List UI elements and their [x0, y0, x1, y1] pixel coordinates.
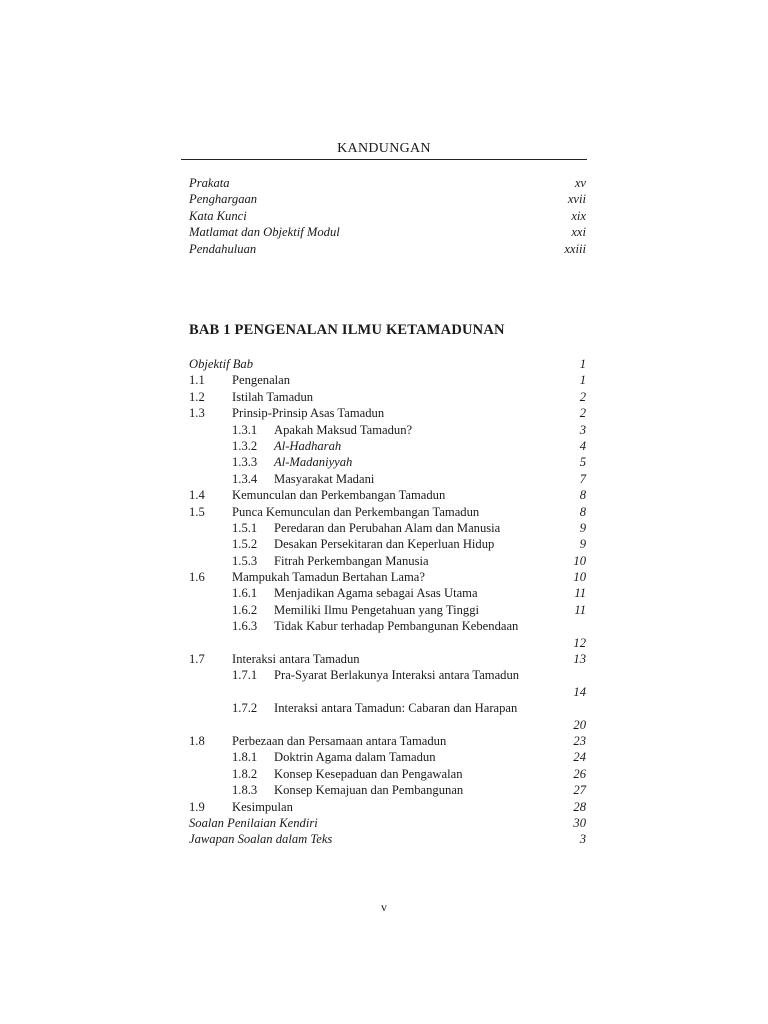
toc-entry-page: 9 [579, 537, 586, 552]
toc-entry-number: 1.3 [189, 406, 205, 421]
toc-entry-title: Peredaran dan Perubahan Alam dan Manusia [274, 520, 501, 535]
toc-entry [189, 733, 586, 749]
toc-entry-title: Penghargaan [189, 192, 258, 207]
toc-entry [189, 191, 586, 207]
toc-entry [189, 585, 586, 601]
toc-entry-title: Konsep Kemajuan dan Pembangunan [274, 783, 464, 798]
toc-entry [189, 618, 586, 651]
toc-entry-number: 1.5.1 [232, 520, 258, 535]
toc-entry-page: 26 [573, 766, 586, 781]
toc-entry [189, 389, 586, 405]
toc-entry-title: Istilah Tamadun [232, 389, 314, 404]
toc-entry [189, 520, 586, 536]
toc-entry [189, 241, 586, 257]
toc-entry-number: 1.3.2 [232, 438, 258, 453]
toc-entry-page: xxi [571, 225, 586, 240]
toc-entry-title: Al-Hadharah [274, 438, 342, 453]
toc-entry-title: Masyarakat Madani [274, 471, 375, 486]
toc-entry-page: 30 [573, 815, 586, 830]
toc-entry [189, 405, 586, 421]
page-number: v [381, 900, 387, 914]
toc-entry-title: Pengenalan [232, 373, 291, 388]
toc-entry-title: Apakah Maksud Tamadun? [274, 422, 413, 437]
toc-entry-page: 1 [579, 373, 586, 388]
toc-entry-page: 9 [579, 520, 586, 535]
toc-entry-page: 20 [573, 717, 586, 732]
toc-entry-page: 4 [579, 438, 586, 453]
toc-entry-page: 12 [573, 635, 586, 650]
chapter-title: BAB 1 PENGENALAN ILMU KETAMADUNAN [189, 322, 505, 338]
toc-entry [189, 504, 586, 520]
toc-entry-number: 1.6 [189, 570, 205, 585]
toc-entry-title: Memiliki Ilmu Pengetahuan yang Tinggi [274, 602, 479, 617]
toc-entry-title: Matlamat dan Objektif Modul [189, 225, 340, 240]
toc-entry-page: 3 [579, 422, 586, 437]
toc-entry [189, 471, 586, 487]
toc-entry-title: Kata Kunci [189, 208, 247, 223]
toc-entry [189, 766, 586, 782]
toc-entry-title: Interaksi antara Tamadun [232, 652, 360, 667]
toc-entry-number: 1.3.4 [232, 471, 258, 486]
toc-entry-number: 1.8 [189, 734, 205, 749]
toc-entry-page: 8 [579, 488, 586, 503]
toc-entry-number: 1.3.3 [232, 455, 258, 470]
toc-entry-title: Menjadikan Agama sebagai Asas Utama [274, 586, 478, 601]
toc-entry-title: Interaksi antara Tamadun: Cabaran dan Harapan [274, 701, 518, 716]
toc-entry-number: 1.5 [189, 504, 205, 519]
toc-entry-title: Kesimpulan [232, 799, 293, 814]
toc-entry-page: 2 [579, 389, 586, 404]
toc-entry-page: xxiii [564, 241, 586, 256]
toc-entry-page: 8 [579, 504, 586, 519]
toc-entry-title: Jawapan Soalan dalam Teks [189, 832, 333, 847]
toc-entry [189, 224, 586, 240]
toc-entry [189, 372, 586, 388]
toc-entry-title: Punca Kemunculan dan Perkembangan Tamadun [232, 504, 480, 519]
toc-entry-title: Fitrah Perkembangan Manusia [274, 553, 429, 568]
toc-entry-number: 1.7.1 [232, 668, 258, 683]
toc-entry-number: 1.4 [189, 488, 205, 503]
toc-entry [189, 175, 586, 191]
toc-entry [189, 831, 586, 847]
toc-entry-number: 1.2 [189, 389, 205, 404]
toc-entry [189, 438, 586, 454]
toc-entry-title: Pendahuluan [189, 241, 257, 256]
toc-entry-number: 1.9 [189, 799, 205, 814]
toc-entry-page: xix [571, 208, 586, 223]
toc-entry-title: Tidak Kabur terhadap Pembangunan Kebendaan [274, 619, 519, 634]
toc-entry [189, 422, 586, 438]
toc-entry-page: 10 [573, 553, 586, 568]
toc-entry [189, 487, 586, 503]
toc-entry-number: 1.8.2 [232, 766, 258, 781]
toc-entry-number: 1.6.3 [232, 619, 258, 634]
toc-entry-page: 11 [574, 602, 586, 617]
toc-entry-page: 24 [573, 750, 586, 765]
toc-entry-page: 11 [574, 586, 586, 601]
toc-entry-number: 1.8.1 [232, 750, 258, 765]
toc-entry-page: 7 [579, 471, 586, 486]
toc-entry-number: 1.7 [189, 652, 205, 667]
toc-entry [189, 536, 586, 552]
toc-entry-title: Desakan Persekitaran dan Keperluan Hidup [274, 537, 495, 552]
title-divider [181, 159, 587, 160]
toc-entry-page: xvii [567, 192, 586, 207]
toc-entry-page: 23 [573, 734, 586, 749]
toc-entry-page: 27 [573, 783, 586, 798]
toc-entry [189, 651, 586, 667]
toc-entry-page: xv [574, 175, 586, 190]
toc-entry [189, 749, 586, 765]
toc-entry-number: 1.5.2 [232, 537, 258, 552]
toc-entry [189, 815, 586, 831]
toc-entry-title: Pra-Syarat Berlakunya Interaksi antara Tamadun [274, 668, 520, 683]
toc-entry-number: 1.7.2 [232, 701, 258, 716]
toc-entry-title: Konsep Kesepaduan dan Pengawalan [274, 766, 463, 781]
toc-entry-page: 3 [579, 832, 586, 847]
toc-entry [189, 782, 586, 798]
toc-entry [189, 208, 586, 224]
toc-entry-title: Mampukah Tamadun Bertahan Lama? [232, 570, 425, 585]
toc-entry [189, 602, 586, 618]
toc-entry-title: Soalan Penilaian Kendiri [189, 815, 318, 830]
toc-entry [189, 700, 586, 733]
toc-entry [189, 569, 586, 585]
toc-entry-number: 1.8.3 [232, 783, 258, 798]
toc-entry-page: 1 [579, 356, 586, 371]
toc-entry [189, 356, 586, 372]
toc-entry [189, 667, 586, 700]
toc-entry-title: Objektif Bab [189, 357, 254, 371]
toc-entry-title: Perbezaan dan Persamaan antara Tamadun [232, 734, 447, 749]
toc-entry-number: 1.6.1 [232, 586, 258, 601]
page-title: KANDUNGAN [337, 141, 431, 156]
toc-entry-number: 1.3.1 [232, 422, 258, 437]
toc-entry-number: 1.6.2 [232, 602, 258, 617]
toc-entry-page: 13 [573, 652, 586, 667]
toc-entry-title: Al-Madaniyyah [274, 455, 353, 470]
toc-entry-page: 28 [573, 799, 586, 814]
toc-entry-title: Prinsip-Prinsip Asas Tamadun [232, 406, 385, 421]
toc-entry-number: 1.1 [189, 373, 205, 388]
chapter-entries-list [189, 356, 586, 848]
front-matter-list [189, 175, 586, 257]
toc-entry-page: 10 [573, 570, 586, 585]
toc-entry-number: 1.5.3 [232, 553, 258, 568]
toc-entry [189, 553, 586, 569]
toc-entry [189, 454, 586, 470]
toc-entry-page: 5 [579, 455, 586, 470]
toc-entry [189, 799, 586, 815]
toc-entry-title: Doktrin Agama dalam Tamadun [274, 750, 436, 765]
toc-entry-title: Prakata [189, 176, 230, 190]
toc-entry-page: 2 [579, 406, 586, 421]
toc-entry-page: 14 [573, 684, 586, 699]
toc-entry-title: Kemunculan dan Perkembangan Tamadun [232, 488, 446, 503]
